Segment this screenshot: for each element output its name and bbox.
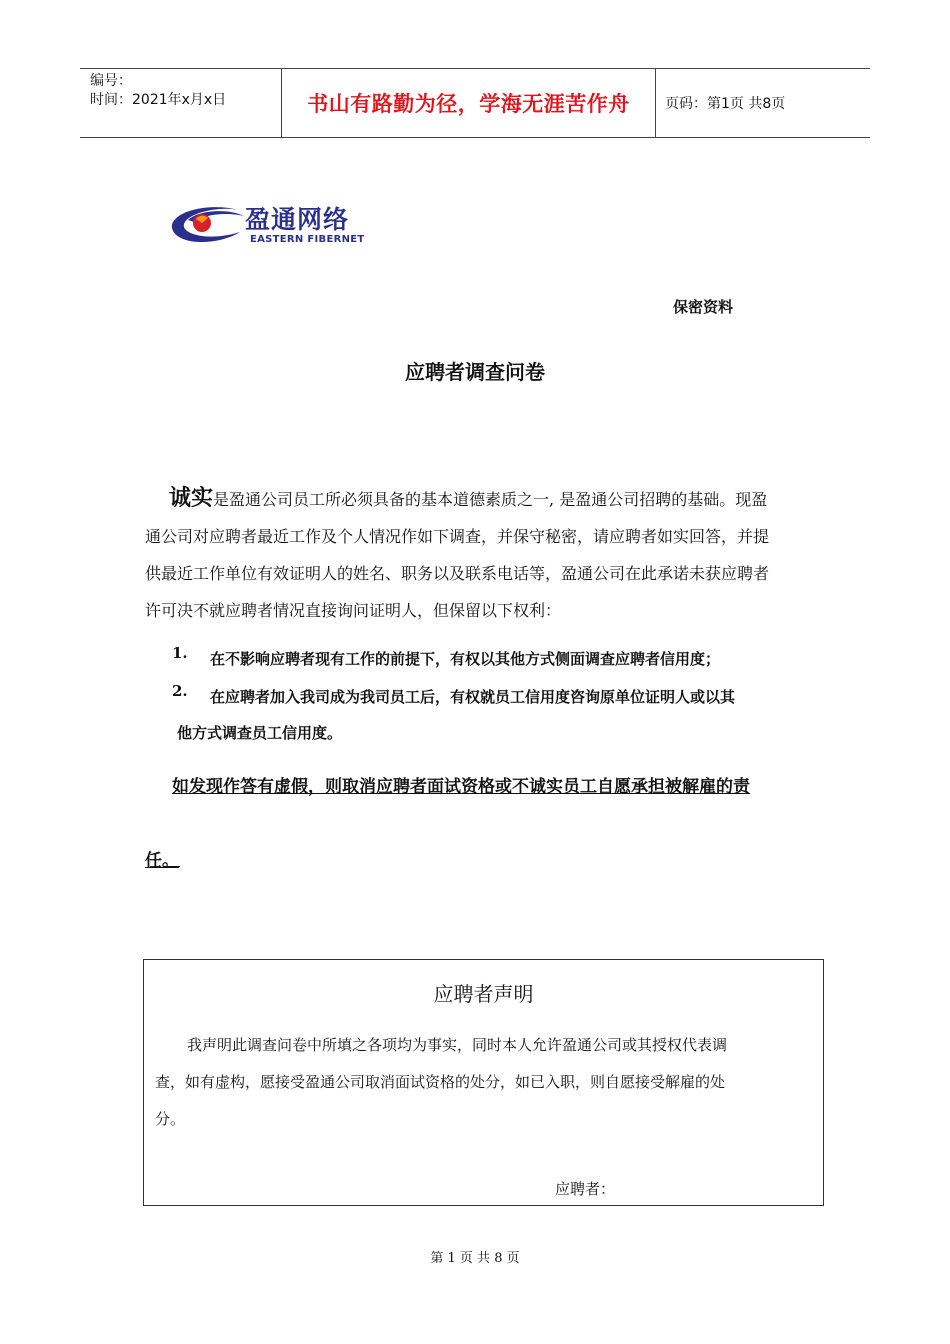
warning-line-1: 如发现作答有虚假，则取消应聘者面试资格或不诚实员工自愿承担被解雇的责 — [172, 777, 750, 797]
header-motto: 书山有路勤为径，学海无涯苦作舟 — [281, 69, 656, 137]
declaration-line-2: 查，如有虚构，愿接受盈通公司取消面试资格的处分，如已入职，则自愿接受解雇的处 — [155, 1073, 726, 1091]
header-page-info: 页码：第1页 共8页 — [665, 96, 786, 112]
right-2-number: 2. — [172, 682, 188, 700]
intro-line-3: 供最近工作单位有效证明人的姓名、职务以及联系电话等，盈通公司在此承诺未获应聘者 — [145, 564, 770, 583]
warning-line-2: 任。 — [145, 851, 179, 871]
declaration-line-1: 我声明此调查问卷中所填之各项均为事实，同时本人允许盈通公司或其授权代表调 — [187, 1036, 728, 1054]
declaration-line-3: 分。 — [155, 1110, 186, 1128]
right-2-text-cont: 他方式调查员工信用度。 — [177, 724, 343, 742]
header-meta — [80, 69, 281, 137]
declaration-body — [155, 1027, 817, 1138]
document-header — [80, 68, 870, 138]
right-2-text: 在应聘者加入我司成为我司员工后，有权就员工信用度咨询原单位证明人或以其 — [210, 688, 736, 706]
declaration-title: 应聘者声明 — [433, 982, 534, 1006]
confidential-label: 保密资料 — [673, 298, 734, 316]
signer-label: 应聘者： — [555, 1180, 616, 1198]
header-date: 时间：2021年x月x日 — [90, 92, 227, 108]
intro-line-1: 是盈通公司员工所必须具备的基本道德素质之一, 是盈通公司招聘的基础。现盈 — [213, 490, 768, 509]
right-1-number: 1. — [172, 644, 188, 662]
logo-name-cn: 盈通网络 — [245, 205, 350, 234]
declaration-box — [143, 959, 824, 1206]
page-title: 应聘者调查问卷 — [405, 360, 545, 384]
intro-lead: 诚实 — [169, 486, 214, 511]
intro-paragraph — [145, 480, 810, 629]
logo-name-en: EASTERN FIBERNET — [250, 234, 365, 245]
page-footer: 第 1 页 共 8 页 — [430, 1251, 520, 1266]
right-1-text: 在不影响应聘者现有工作的前提下，有权以其他方式侧面调查应聘者信用度； — [210, 650, 721, 668]
intro-line-4: 许可决不就应聘者情况直接询问证明人，但保留以下权利： — [145, 601, 562, 620]
intro-line-2: 通公司对应聘者最近工作及个人情况作如下调查，并保守秘密，请应聘者如实回答，并提 — [145, 527, 770, 546]
logo-emblem-icon — [168, 198, 248, 250]
warning-underline-tail — [163, 866, 180, 867]
header-number: 编号： — [90, 73, 132, 89]
